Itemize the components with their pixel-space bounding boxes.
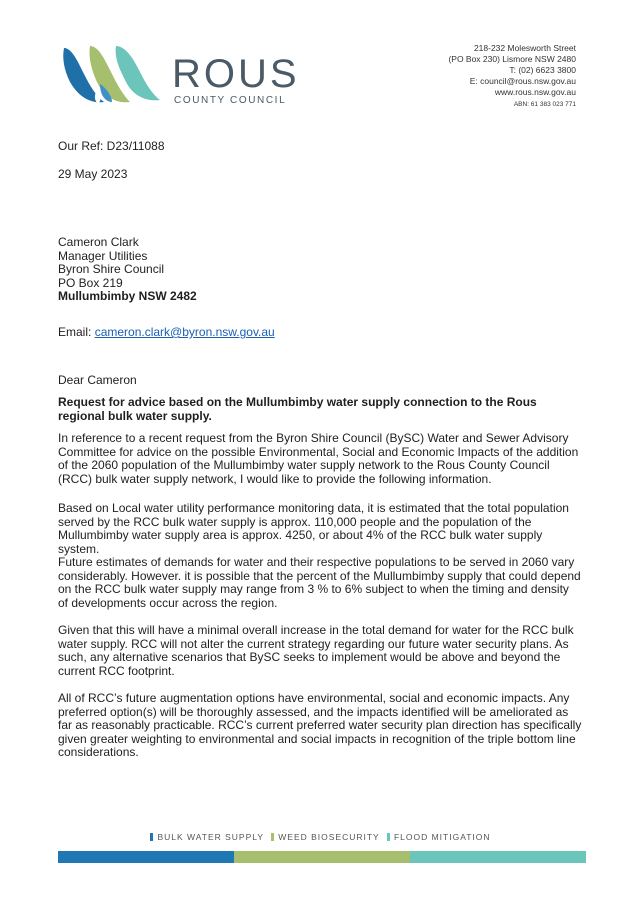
body-paragraph: Given that this will have a minimal overall increase in the total demand for water for the RCC bulk water supply. RCC will not alter the current strategy regarding our future water security plans. As such, any alternative scenarios that BySC seeks to implement would be above and beyond the current RCC footprint. [58, 623, 574, 678]
logo-mark-icon [60, 40, 170, 110]
footer-bar-green [234, 851, 410, 863]
footer-item: BULK WATER SUPPLY [157, 832, 264, 842]
footer-bar-blue [58, 851, 234, 863]
recipient-email-link[interactable]: cameron.clark@byron.nsw.gov.au [94, 325, 275, 339]
recipient-name: Cameron Clark [58, 235, 139, 249]
footer-marker-icon [271, 833, 274, 841]
address-line: 218-232 Molesworth Street [473, 43, 576, 53]
salutation: Dear Cameron [58, 373, 137, 387]
body-paragraph: Future estimates of demands for water and their respective populations to be served in 2060 vary considerably. However. it is possible that the percent of the Mullumbimby supply that could depend on the RCC bulk water supply may range from 3 % to 6% subject to when the timing and density of developments occur across the region. [58, 555, 581, 610]
footer-marker-icon [150, 833, 153, 841]
recipient-po-box: PO Box 219 [58, 275, 123, 290]
email-label: Email: [58, 325, 95, 339]
address-phone: T: (02) 6623 3800 [509, 65, 576, 75]
letter-subject: Request for advice based on the Mullumbimby water supply connection to the Rous regional bulk water supply. [58, 395, 537, 423]
footer-bar-teal [410, 851, 586, 863]
letter-date: 29 May 2023 [58, 167, 128, 181]
address-email: E: council@rous.nsw.gov.au [469, 76, 576, 86]
recipient-org: Byron Shire Council [58, 262, 165, 277]
body-paragraph: All of RCC’s future augmentation options have environmental, social and economic impacts. Any preferred option(s) will be thoroughly assessed, and the impacts identified will be ameliorated as far as reasonably practicable. RCC’s current preferred water security plan direction has specifically given greater weighting to environmental and social impacts in recognition of the triple bottom line considerations. [58, 691, 582, 760]
recipient-email-line [58, 326, 582, 340]
address-abn: ABN: 61 383 023 771 [513, 101, 576, 108]
our-reference: Our Ref: D23/11088 [58, 139, 165, 153]
logo-subtitle: COUNTY COUNCIL [174, 95, 287, 106]
recipient-town: Mullumbimby NSW 2482 [58, 289, 197, 304]
council-address [356, 43, 576, 111]
rous-logo [60, 40, 300, 110]
address-website: www.rous.nsw.gov.au [494, 87, 576, 97]
recipient-block [58, 236, 582, 304]
footer-item: WEED BIOSECURITY [278, 832, 380, 842]
recipient-title: Manager Utilities [58, 248, 148, 263]
body-paragraph: Based on Local water utility performance monitoring data, it is estimated that the total population served by the RCC bulk water supply is approx. 110,000 people and the population of the Mullumbimby water supply area is approx. 4250, or about 4% of the RCC bulk water supply system. [58, 501, 569, 556]
footer-item: FLOOD MITIGATION [393, 832, 491, 842]
body-paragraph: In reference to a recent request from the Byron Shire Council (BySC) Water and Sewer Advisory Committee for advice on the possible Environmental, Social and Economic Impacts of the addition of the 2060 population of the Mullumbimby water supply network to the Rous County Council (RCC) bulk water supply network, I would like to provide the following information. [58, 431, 579, 486]
footer-tagline [0, 832, 637, 842]
address-line: (PO Box 230) Lismore NSW 2480 [448, 54, 576, 64]
footer-marker-icon [387, 833, 390, 841]
logo-wordmark: ROUS [172, 52, 300, 96]
